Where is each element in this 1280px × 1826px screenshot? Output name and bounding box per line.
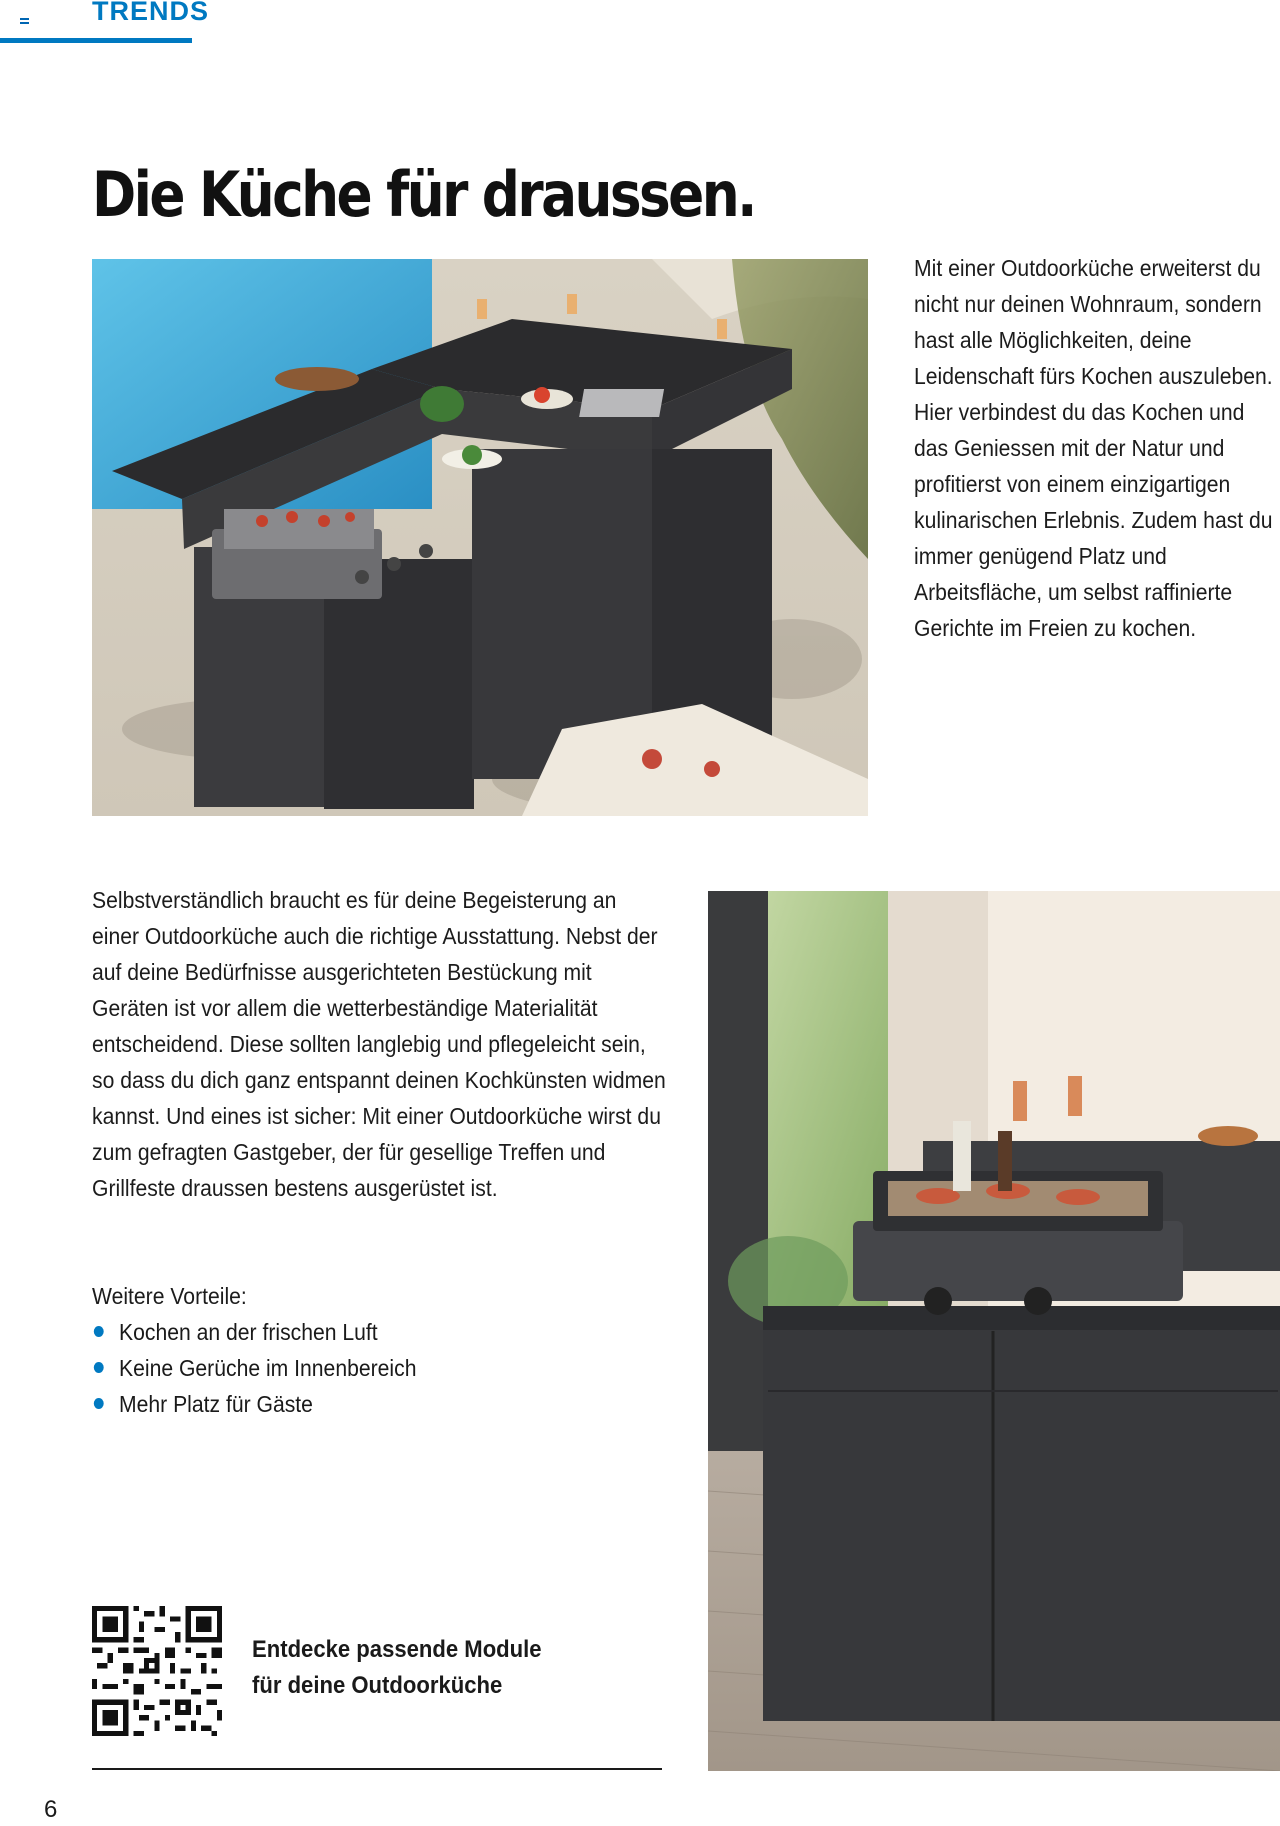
- top-bar: [0, 0, 210, 46]
- cta-text[interactable]: [252, 1632, 542, 1704]
- bullet-icon: [94, 1398, 104, 1409]
- list-item-label: Kochen an der frischen Luft: [119, 1319, 378, 1345]
- list-item: [92, 1350, 416, 1386]
- cta-line-2: für deine Outdoorküche: [252, 1672, 503, 1699]
- qr-code[interactable]: [92, 1606, 222, 1736]
- page-title: Die Küche für draussen.: [92, 158, 755, 231]
- section-tag: TRENDS: [92, 0, 210, 26]
- grill-photo: [708, 891, 1280, 1771]
- cta-line-1: Entdecke passende Module: [252, 1636, 542, 1663]
- bullet-icon: [94, 1362, 104, 1373]
- list-item-label: Mehr Platz für Gäste: [119, 1391, 313, 1417]
- bullet-icon: [94, 1326, 104, 1337]
- menu-icon[interactable]: [20, 18, 29, 24]
- hero-photo: [92, 259, 868, 816]
- bottom-rule: [92, 1768, 662, 1770]
- advantages-title: Weitere Vorteile:: [92, 1283, 247, 1309]
- list-item: [92, 1386, 416, 1422]
- intro-paragraph: Mit einer Outdoorküche erweiterst du nicht nur deinen Wohnraum, sondern hast alle Möglichkeiten, deine Leidenschaft fürs Kochen auszuleben. Hier verbindest du das Kochen und das Geniessen mit der Natur und profitierst von einem einzigartigen kulinarischen Erlebnis. Zudem hast du immer genügend Platz und Arbeitsfläche, um selbst raffinierte Gerichte im Freien zu kochen.: [914, 255, 1273, 641]
- advantages-list: [92, 1314, 416, 1422]
- header-rule: [0, 38, 192, 43]
- list-item: [92, 1314, 416, 1350]
- page-number: 6: [44, 1796, 58, 1823]
- list-item-label: Keine Gerüche im Innenbereich: [119, 1355, 417, 1381]
- body-paragraph: Selbstverständlich braucht es für deine Begeisterung an einer Outdoorküche auch die richtige Ausstattung. Nebst der auf deine Bedürfnisse ausgerichteten Bestückung mit Geräten ist vor allem die wetterbeständige Materialität entscheidend. Diese sollten langlebig und pflegeleicht sein, so dass du dich ganz entspannt deinen Kochkünsten widmen kannst. Und eines ist sicher: Mit einer Outdoorküche wirst du zum gefragten Gastgeber, der für gesellige Treffen und Grillfeste draussen bestens ausgerüstet ist.: [92, 887, 666, 1201]
